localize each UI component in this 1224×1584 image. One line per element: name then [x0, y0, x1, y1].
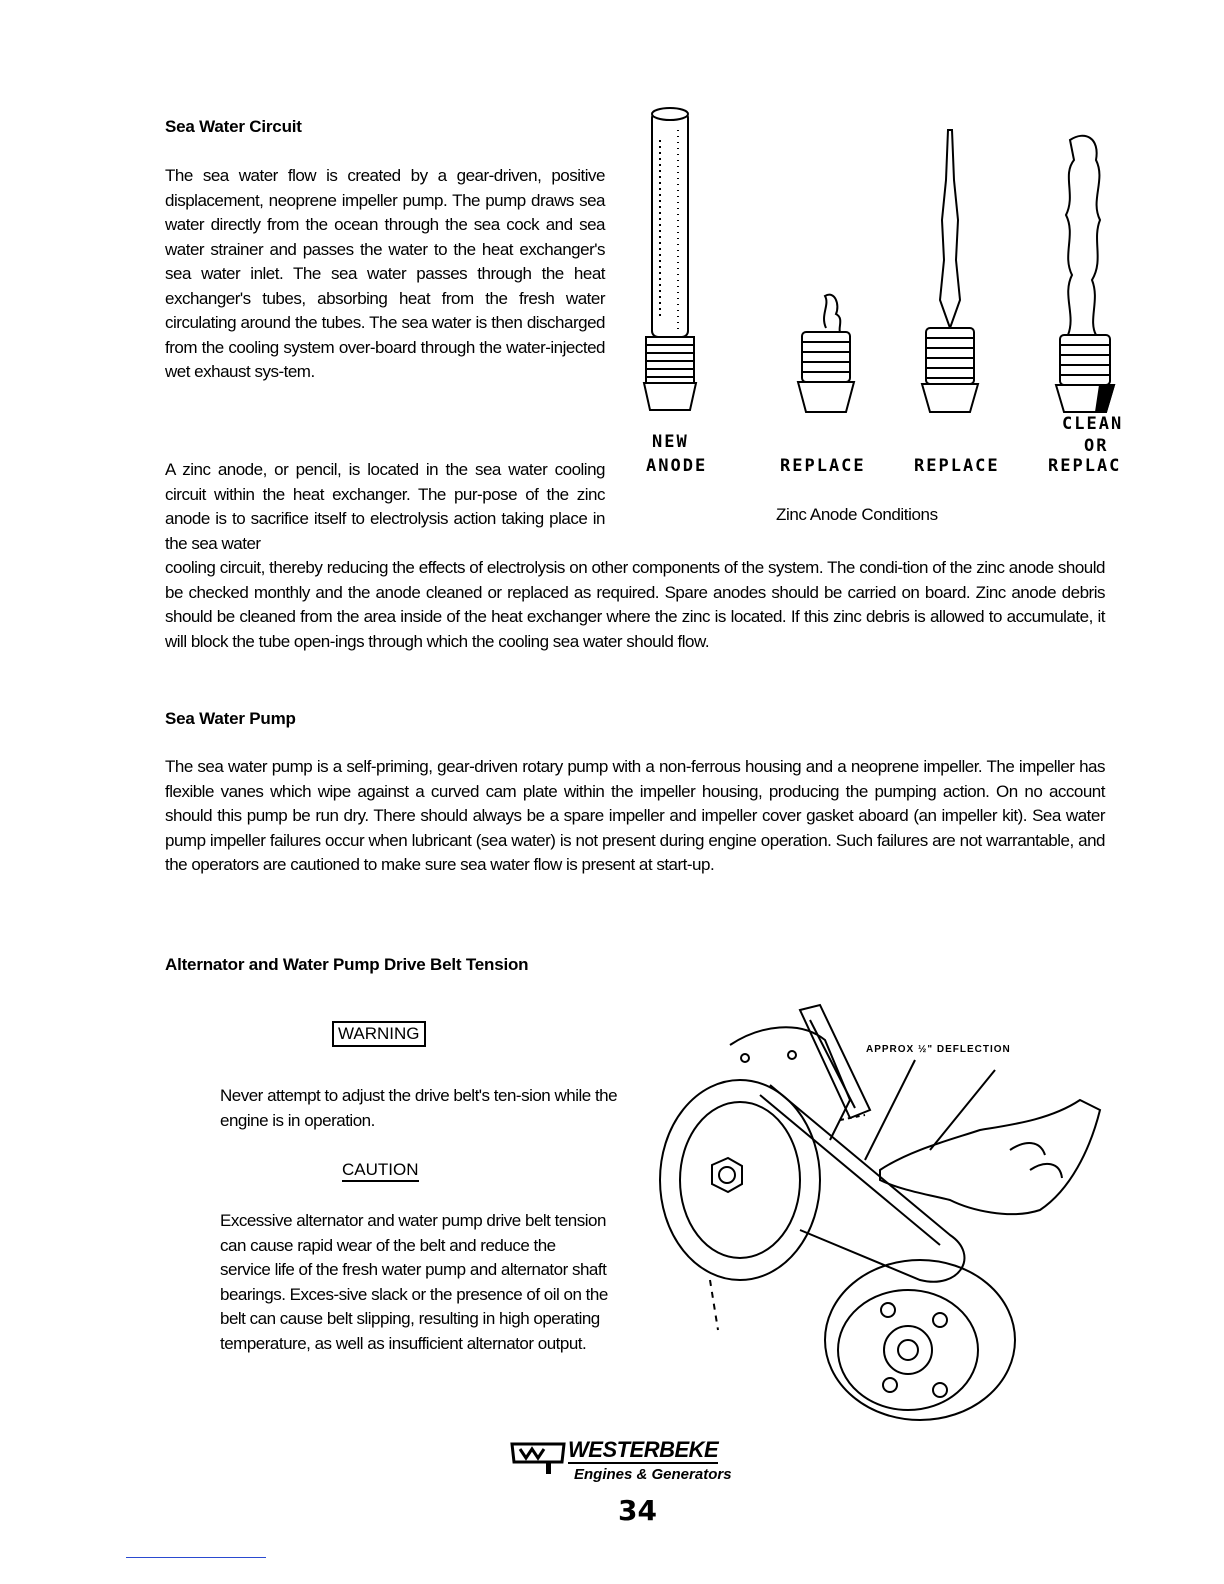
zinc-anode-paragraph-wide: cooling circuit, thereby reducing the effects of electrolysis on other components of the system. The condi-tion of the zinc anode should be checked monthly and the anode cleaned or replaced as required. Spare anodes should be carried on board. Zinc anode debris should be cleaned from the area inside of the heat exchanger where the zinc is located. If this zinc debris is allowed to accumulate, it will block the tube open-ings through which the cooling sea water should flow.	[165, 558, 1105, 651]
zinc-anode-illustration	[630, 100, 1150, 430]
label-or: OR	[1084, 436, 1109, 456]
belt-tension-illustration	[650, 1000, 1120, 1440]
westerbeke-logo-icon	[508, 1440, 568, 1474]
warning-label: WARNING	[332, 1021, 426, 1047]
footer-brand: WESTERBEKE	[568, 1437, 719, 1462]
label-anode: ANODE	[646, 456, 708, 476]
replace-anode-thin-drawing	[922, 130, 978, 412]
caution-label: CAUTION	[342, 1160, 419, 1182]
sea-water-pump-paragraph: The sea water pump is a self-priming, gear-driven rotary pump with a non-ferrous housing and a neoprene impeller. The impeller has flexible vanes which wipe against a curved cam plate within the impeller housing, producing the pumping action. On no account should this pump be run dry. There should always be a spare impeller and impeller cover gasket aboard (an impeller kit). Sea water pump impeller failures occur when lubricant (sea water) is not present during engine operation. Such failures are not warrantable, and the operators are cautioned to make sure sea water flow is present at start-up.	[165, 757, 1105, 874]
alternator-bracket	[730, 1027, 850, 1140]
clean-or-replace-anode-drawing	[1056, 136, 1114, 412]
footer-tagline: Engines & Generators	[574, 1466, 732, 1483]
label-clean: CLEAN	[1062, 414, 1124, 434]
zinc-anode-paragraph-narrow: A zinc anode, or pencil, is located in the sea water cooling circuit within the heat exchanger. The pur-pose of the zinc anode is to sacrifice itself to electrolysis action taking place in the sea water	[165, 460, 605, 553]
label-replace-2: REPLACE	[914, 456, 1000, 476]
label-replac: REPLAC	[1048, 456, 1122, 476]
replace-anode-stub-drawing	[798, 295, 854, 412]
section-heading-sea-water-circuit: Sea Water Circuit	[165, 117, 302, 136]
sea-water-circuit-paragraph: The sea water flow is created by a gear-driven, positive displacement, neoprene impeller pump. The pump draws sea water directly from the ocean through the sea cock and sea water strainer and passes the water to the heat exchanger's sea water inlet. The sea water passes through the heat exchanger's tubes, absorbing heat from the fresh water circulating around the tubes. The sea water is then discharged from the cooling system over-board through the water-injected wet exhaust sys-tem.	[165, 166, 605, 381]
label-new: NEW	[652, 432, 689, 452]
warning-text: Never attempt to adjust the drive belt's ten-sion while the engine is in operation.	[220, 1086, 618, 1130]
pulley-nut	[712, 1158, 742, 1192]
section-heading-belt-tension: Alternator and Water Pump Drive Belt Tension	[165, 955, 529, 974]
hand-drawing	[880, 1100, 1100, 1214]
label-replace-1: REPLACE	[780, 456, 866, 476]
alternator-pulley	[660, 1080, 820, 1280]
new-anode-drawing	[644, 108, 696, 410]
deflection-label: APPROX ½" DEFLECTION	[866, 1044, 1011, 1055]
bottom-rule	[126, 1557, 266, 1558]
section-heading-sea-water-pump: Sea Water Pump	[165, 709, 296, 728]
page-number: 34	[618, 1494, 657, 1527]
caution-text: Excessive alternator and water pump drive belt tension can cause rapid wear of the belt and reduce the service life of the fresh water pump and alternator shaft bearings. Exces-sive slack or the presence of oil on the belt can cause belt slipping, resulting in high operating temperature, as well as insufficient alternator output.	[220, 1211, 608, 1353]
water-pump-pulley	[825, 1260, 1015, 1420]
figure-caption-zinc-anode: Zinc Anode Conditions	[776, 505, 938, 524]
